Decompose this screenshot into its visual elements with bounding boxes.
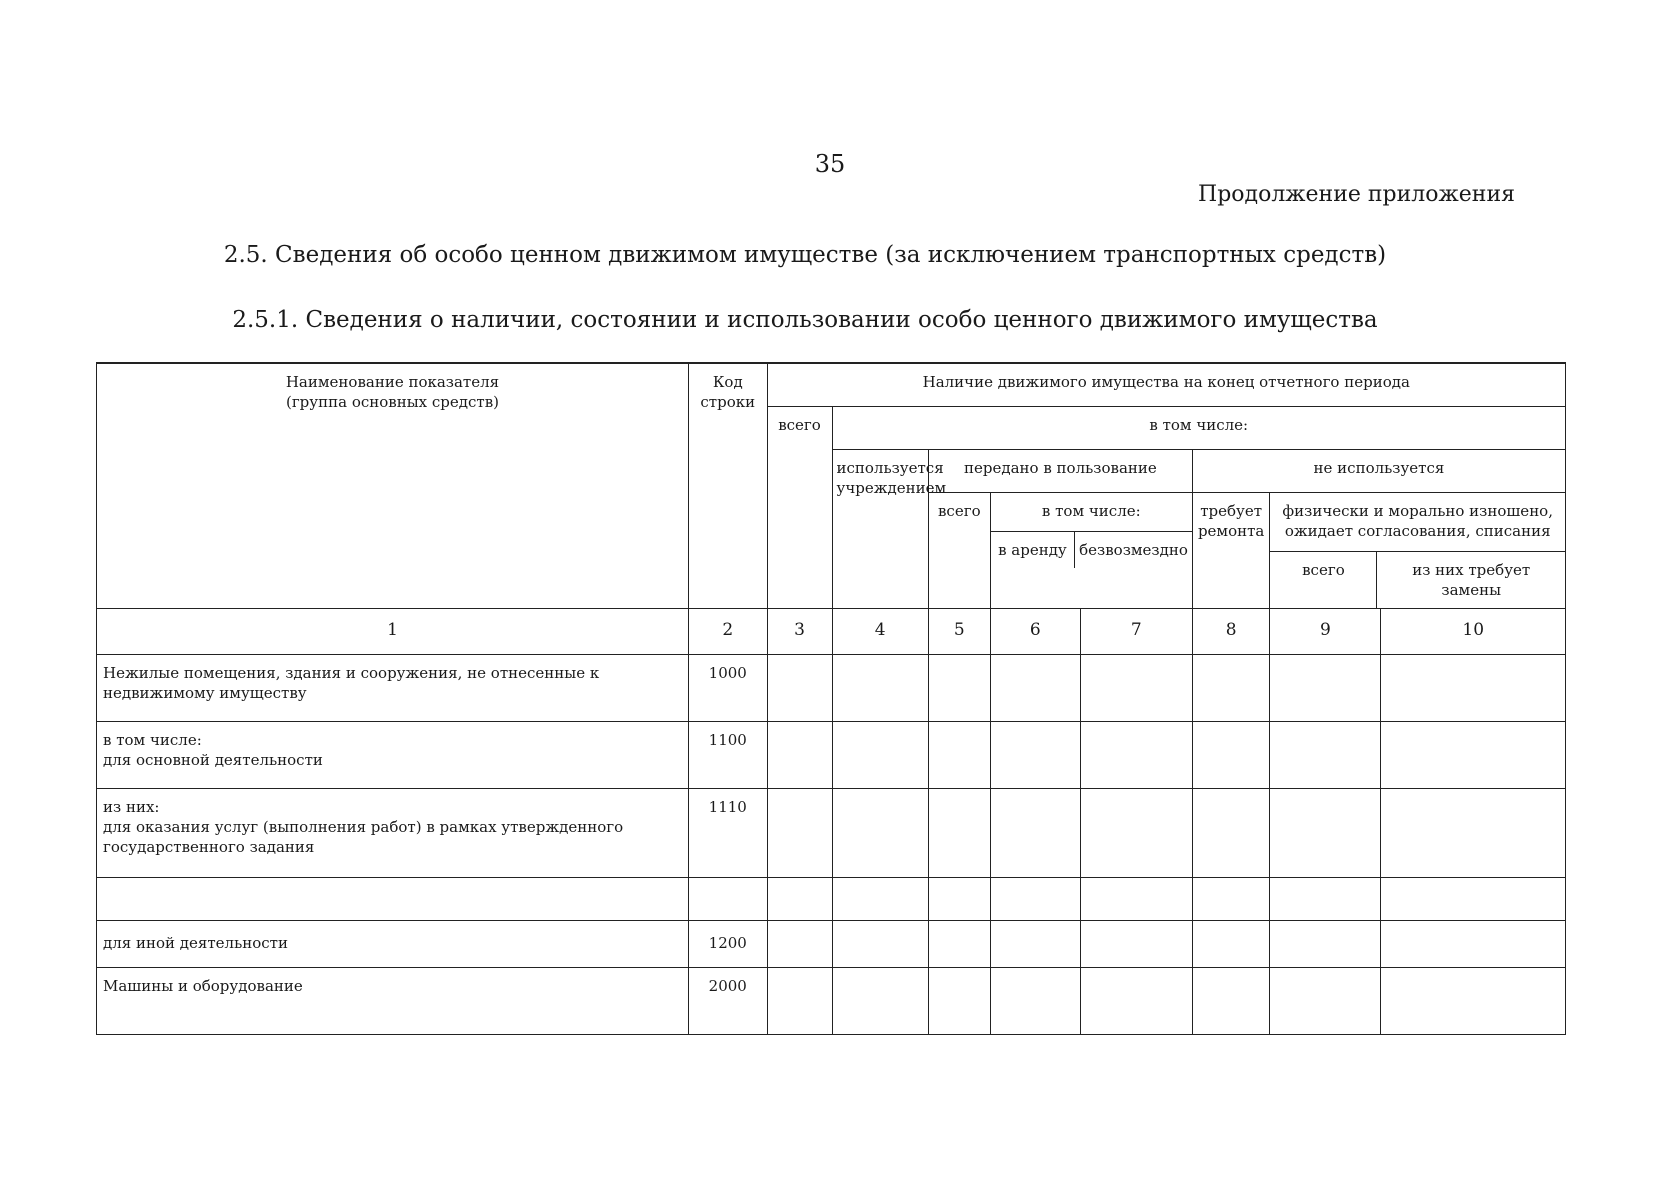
data-cell <box>928 789 990 878</box>
data-cell <box>767 878 832 921</box>
column-number: 4 <box>832 609 928 655</box>
data-cell <box>1080 921 1192 968</box>
row-code: 1110 <box>688 789 767 878</box>
data-cell <box>1192 878 1270 921</box>
data-cell <box>990 789 1080 878</box>
data-cell <box>832 722 928 789</box>
row-code: 2000 <box>688 968 767 1035</box>
column-number: 7 <box>1080 609 1192 655</box>
data-cell <box>1192 789 1270 878</box>
header-needs-replacement: из них требует замены <box>1376 552 1565 608</box>
data-cell <box>1192 655 1270 722</box>
data-cell <box>767 921 832 968</box>
data-cell <box>1080 878 1192 921</box>
data-cell <box>1270 921 1381 968</box>
header-row-code-line2: строки <box>700 393 756 411</box>
column-number: 6 <box>990 609 1080 655</box>
row-code: 1200 <box>688 921 767 968</box>
header-free-of-charge: безвозмездно <box>1074 532 1192 568</box>
data-cell <box>990 921 1080 968</box>
data-cell <box>1270 655 1381 722</box>
row-name <box>97 789 689 878</box>
header-including: в том числе: <box>832 407 1566 450</box>
header-indicator-name-line1: Наименование показателя <box>285 373 500 391</box>
data-cell <box>1080 789 1192 878</box>
table-row <box>97 878 1566 921</box>
data-cell <box>1270 968 1381 1035</box>
header-row-code-line1: Код <box>712 373 743 391</box>
header-total: всего <box>767 407 832 609</box>
column-number: 10 <box>1381 609 1566 655</box>
data-cell <box>928 655 990 722</box>
table-row <box>97 921 1566 968</box>
data-cell <box>832 655 928 722</box>
data-cell <box>1270 789 1381 878</box>
data-cell <box>1381 789 1566 878</box>
column-number: 5 <box>928 609 990 655</box>
data-cell <box>1270 878 1381 921</box>
data-cell <box>767 655 832 722</box>
header-indicator-name <box>97 363 689 609</box>
data-cell <box>1192 968 1270 1035</box>
header-transferred-total: всего <box>928 493 990 609</box>
data-cell <box>1080 655 1192 722</box>
column-number: 9 <box>1270 609 1381 655</box>
subsection-heading: 2.5.1. Сведения о наличии, состоянии и использовании особо ценного движимого имущества <box>232 307 1378 333</box>
row-name-line2: для основной деятельности <box>103 751 323 769</box>
header-worn-out-group <box>1270 493 1566 609</box>
header-for-rent: в аренду <box>998 541 1067 559</box>
row-name: для иной деятельности <box>97 921 689 968</box>
data-cell <box>928 968 990 1035</box>
page-number: 35 <box>814 150 846 178</box>
data-cell <box>767 722 832 789</box>
header-used-by-institution: используется учреждением <box>832 450 928 609</box>
data-cell <box>832 968 928 1035</box>
header-transferred-including <box>990 493 1192 609</box>
data-cell <box>990 655 1080 722</box>
data-cell <box>832 789 928 878</box>
row-name <box>97 878 689 921</box>
data-cell <box>990 878 1080 921</box>
row-name <box>97 722 689 789</box>
header-indicator-name-line2: (группа основных средств) <box>285 393 499 411</box>
table-row <box>97 968 1566 1035</box>
data-cell <box>1192 921 1270 968</box>
header-availability: Наличие движимого имущества на конец отчетного периода <box>767 363 1565 407</box>
header-worn-out-subcolumns <box>1270 551 1565 608</box>
column-number: 3 <box>767 609 832 655</box>
column-number: 1 <box>97 609 689 655</box>
appendix-continuation: Продолжение приложения <box>1198 182 1515 207</box>
data-cell <box>1080 722 1192 789</box>
column-number: 2 <box>688 609 767 655</box>
header-worn-out: физически и морально изношено, ожидает согласования, списания <box>1282 502 1553 540</box>
row-code: 1000 <box>688 655 767 722</box>
data-cell <box>832 921 928 968</box>
header-transferred-subcolumns <box>991 531 1192 568</box>
header-row-code <box>688 363 767 609</box>
data-cell <box>767 968 832 1035</box>
data-cell <box>1270 722 1381 789</box>
data-cell <box>990 722 1080 789</box>
row-name-line2: для оказания услуг (выполнения работ) в рамках утвержденного государственного задания <box>103 818 624 856</box>
data-cell <box>1381 921 1566 968</box>
row-name-line1: в том числе: <box>103 731 202 749</box>
row-code <box>688 878 767 921</box>
table-row <box>97 722 1566 789</box>
table-row <box>97 789 1566 878</box>
header-row <box>97 363 1566 407</box>
data-cell <box>767 789 832 878</box>
section-heading: 2.5. Сведения об особо ценном движимом имуществе (за исключением транспортных средств) <box>223 242 1387 268</box>
row-name-line1: из них: <box>103 798 160 816</box>
data-cell <box>928 722 990 789</box>
data-cell <box>1381 878 1566 921</box>
data-cell <box>1381 968 1566 1035</box>
data-cell <box>1080 968 1192 1035</box>
header-worn-total: всего <box>1302 561 1345 579</box>
data-cell <box>928 878 990 921</box>
header-transferred-for-use: передано в пользование <box>928 450 1192 493</box>
data-cell <box>1381 722 1566 789</box>
column-number-row <box>97 609 1566 655</box>
header-transferred-including-label: в том числе: <box>1041 502 1141 520</box>
column-number: 8 <box>1192 609 1270 655</box>
row-code: 1100 <box>688 722 767 789</box>
row-name: Нежилые помещения, здания и сооружения, не отнесенные к недвижимому имуществу <box>97 655 689 722</box>
data-cell <box>990 968 1080 1035</box>
data-cell <box>1192 722 1270 789</box>
data-cell <box>832 878 928 921</box>
table-row <box>97 655 1566 722</box>
header-needs-repair: требует ремонта <box>1192 493 1270 609</box>
data-cell <box>1381 655 1566 722</box>
header-not-used: не используется <box>1192 450 1565 493</box>
movable-property-table <box>96 362 1566 1035</box>
row-name: Машины и оборудование <box>97 968 689 1035</box>
data-cell <box>928 921 990 968</box>
